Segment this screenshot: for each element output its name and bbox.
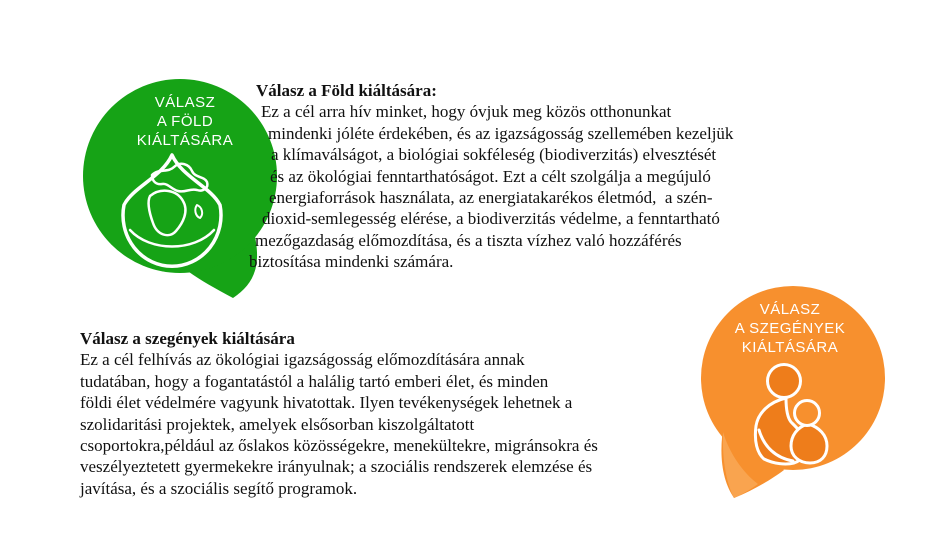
body-line: Ez a cél arra hív minket, hogy óvjuk meg közös otthonunkat bbox=[261, 102, 672, 122]
poor-badge-label-line: VÁLASZ bbox=[759, 301, 821, 318]
body-line: dioxid-semlegesség elérése, a biodiverzitás védelme, a fenntartható bbox=[262, 209, 720, 229]
body-line: veszélyeztetett gyermekekre irányulnak; a szociális rendszerek elemzése és bbox=[80, 457, 593, 477]
body-line: biztosítása mindenki számára. bbox=[249, 252, 454, 272]
body-line: és az ökológiai fenntarthatóságot. Ezt a célt szolgálja a megújuló bbox=[270, 166, 711, 186]
poor-section-heading: Válasz a szegények kiáltására bbox=[80, 329, 295, 348]
body-line: tudatában, hogy a fogantatástól a halálig tartó emberi élet, és minden bbox=[80, 371, 549, 391]
body-line: Ez a cél felhívás az ökológiai igazságosság előmozdítására annak bbox=[80, 350, 525, 370]
earth-section-heading: Válasz a Föld kiáltására: bbox=[256, 81, 437, 100]
earth-section-text bbox=[249, 80, 909, 273]
body-line: energiaforrások használata, az energiatakarékos életmód, a szén- bbox=[269, 188, 713, 208]
earth-badge-label-line: VÁLASZ bbox=[154, 94, 216, 111]
body-line: a klímaválságot, a biológiai sokféleség (biodiverzitás) elvesztését bbox=[271, 145, 717, 165]
body-line: mindenki jóléte érdekében, és az igazságosság szellemében kezeljük bbox=[268, 123, 734, 143]
earth-badge-label-line: A FÖLD bbox=[156, 113, 214, 130]
poor-section-text bbox=[80, 328, 720, 499]
body-line: javítása, és a szociális segítő programok. bbox=[80, 478, 358, 498]
poor-badge-label-line: A SZEGÉNYEK bbox=[734, 320, 846, 337]
body-line: csoportokra,például az őslakos közösségekre, menekültekre, migránsokra és bbox=[80, 436, 598, 456]
body-line: földi élet védelmére vagyunk hivatottak. Ilyen tevékenységek lehetnek a bbox=[80, 393, 573, 413]
earth-badge-label bbox=[117, 93, 253, 150]
earth-badge-label-line: KIÁLTÁSÁRA bbox=[136, 132, 234, 149]
body-line: mezőgazdaság előmozdítása, és a tiszta vízhez való hozzáférés bbox=[255, 230, 682, 250]
body-line: szolidaritási projektek, amelyek elsősorban kiszolgáltatott bbox=[80, 414, 475, 434]
poor-badge-label bbox=[712, 300, 868, 357]
poor-badge-label-line: KIÁLTÁSÁRA bbox=[741, 339, 839, 356]
